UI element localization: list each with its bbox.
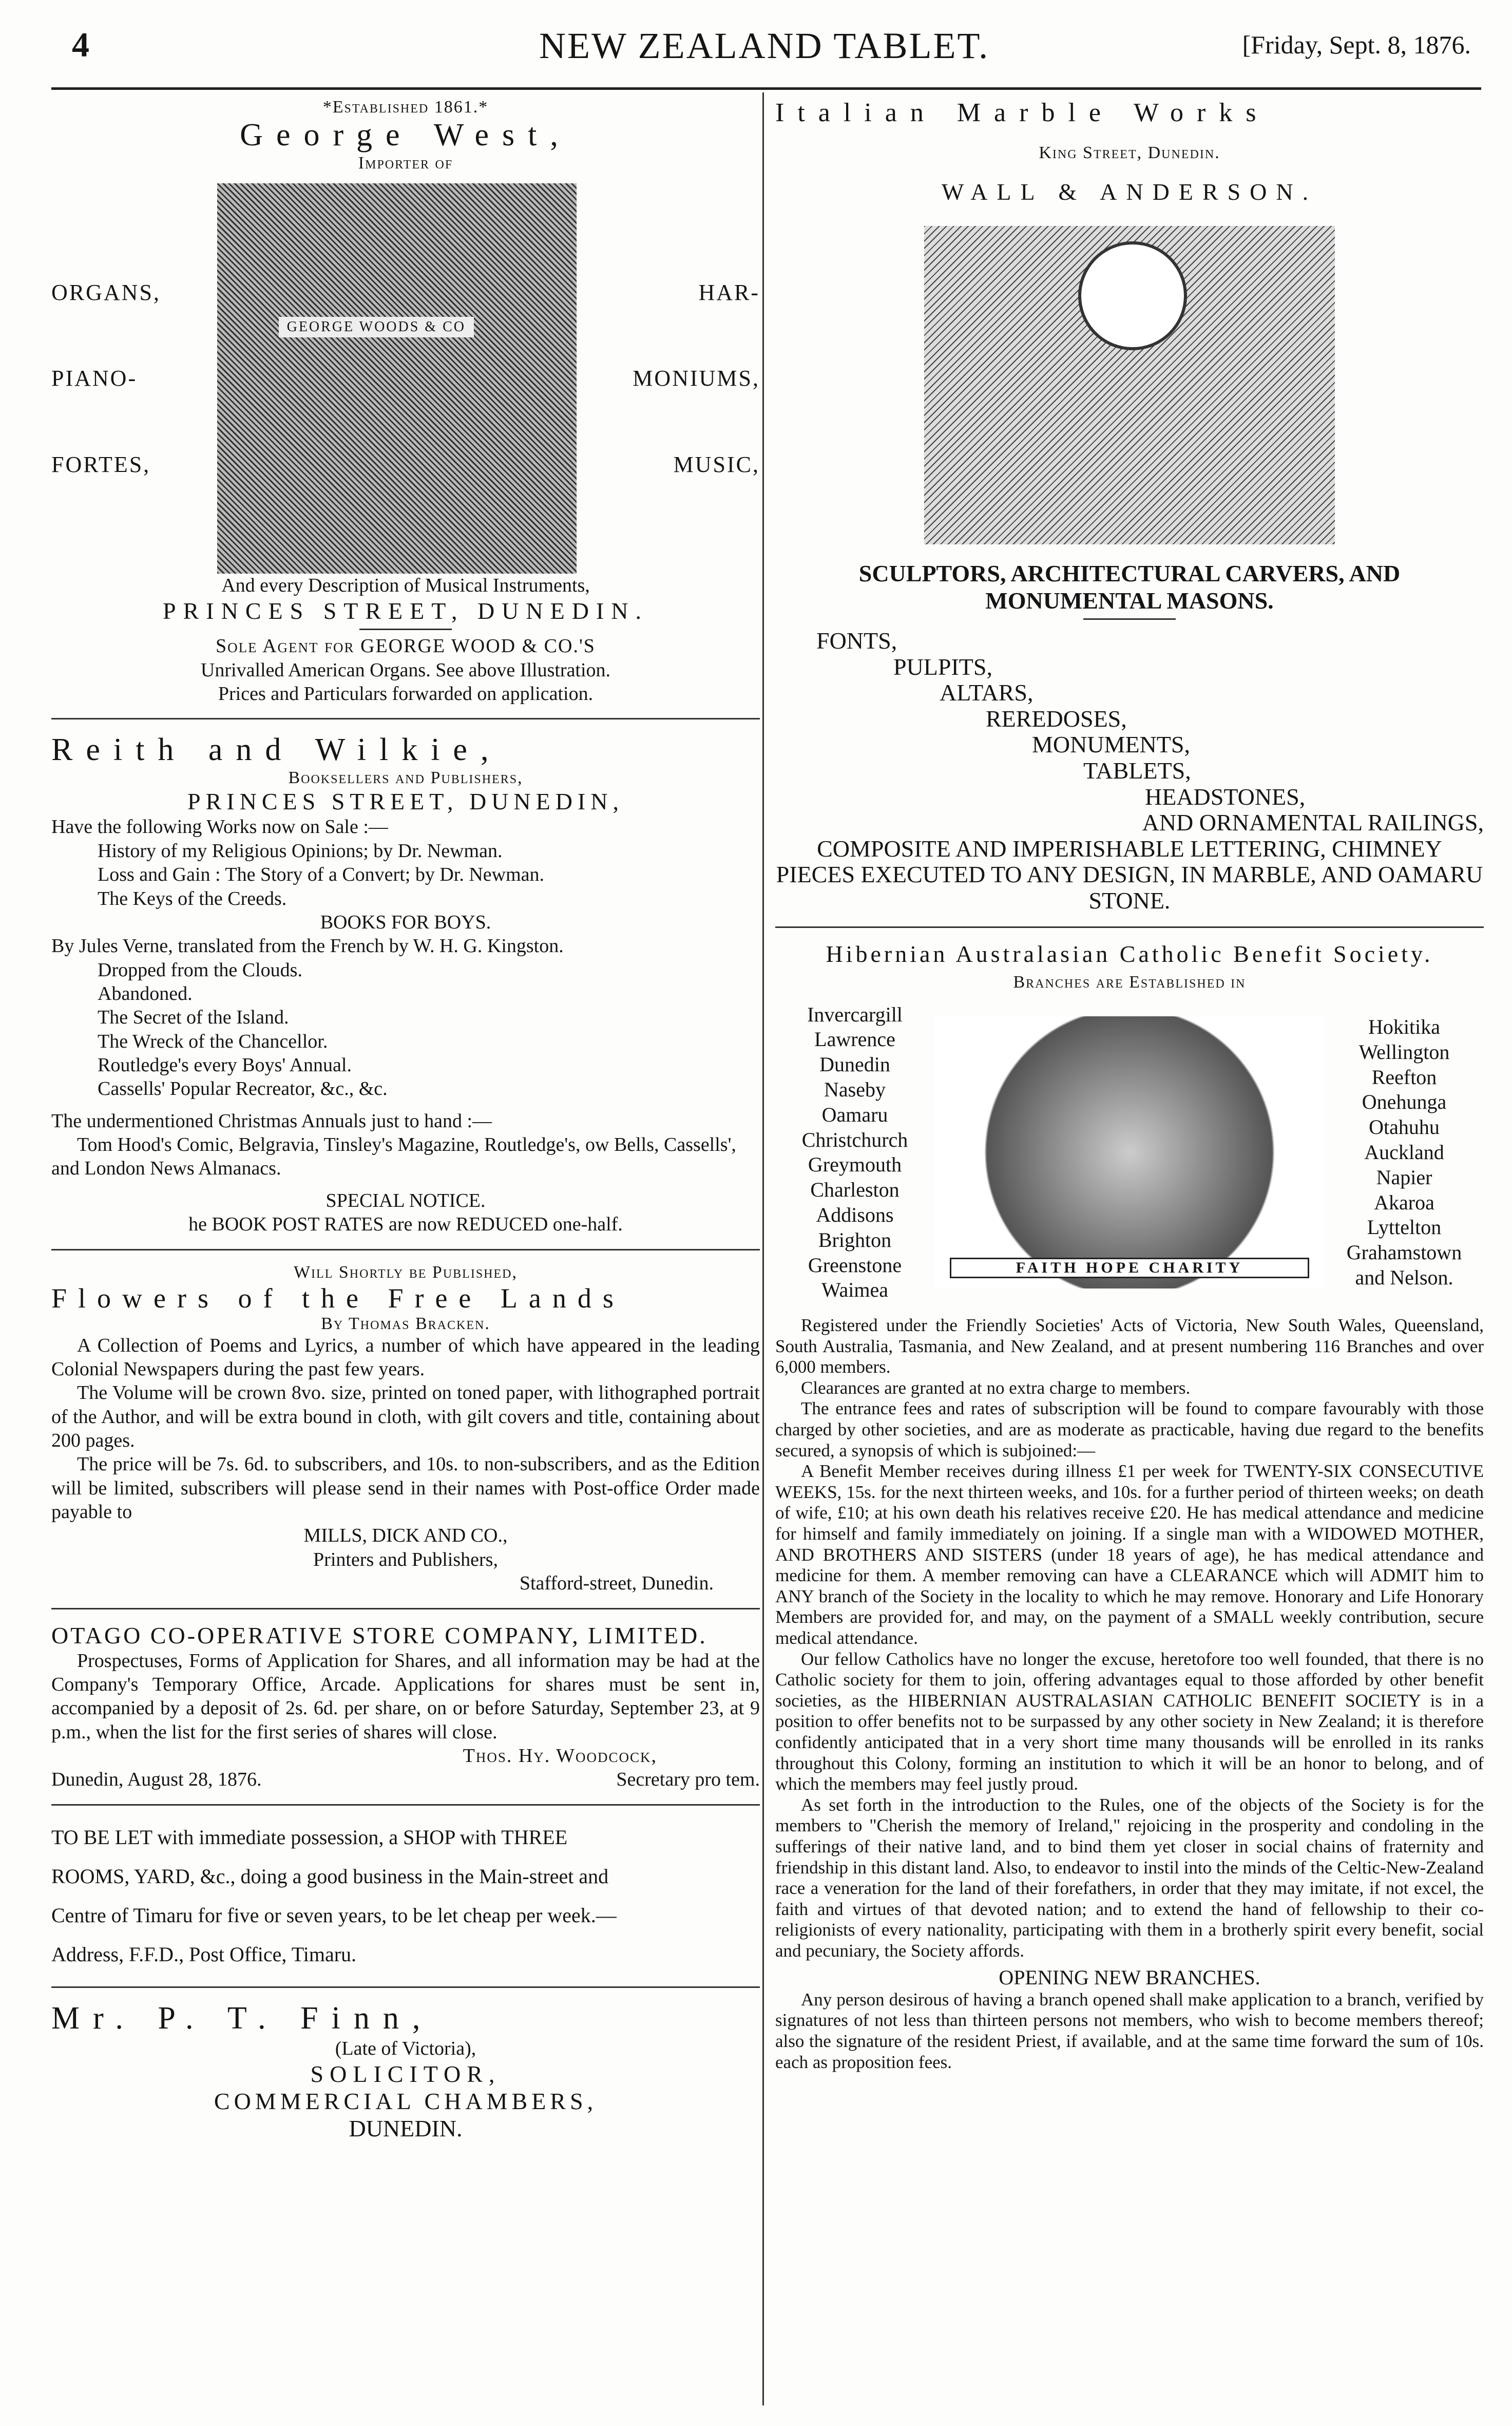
branch: Christchurch	[801, 1128, 908, 1151]
branch: Dunedin	[819, 1053, 890, 1076]
verne-line: By Jules Verne, translated from the French by W. H. G. Kingston.	[51, 935, 564, 957]
italian-street: King Street, Dunedin.	[1039, 143, 1220, 162]
west-left2: PIANO-	[51, 366, 138, 391]
quatrefoil-icon	[1078, 241, 1187, 350]
boys-book-2: Abandoned.	[98, 982, 193, 1004]
finn-advert	[51, 2000, 760, 2142]
reith-book-2: Loss and Gain : The Story of a Convert; by Dr. Newman.	[98, 864, 544, 886]
reith-advert	[51, 732, 760, 1236]
west-right1: HAR-	[698, 280, 760, 306]
tolet-addr: Address, F.F.D., Post Office, Timaru.	[51, 1942, 357, 1966]
left-column	[51, 98, 760, 2142]
reith-street: PRINCES STREET, DUNEDIN,	[187, 788, 624, 815]
branches-right	[1325, 1015, 1484, 1291]
notice-head: SPECIAL NOTICE.	[326, 1189, 486, 1211]
column-divider	[762, 92, 764, 2405]
otago-advert	[51, 1622, 760, 1792]
hibernian-para-4: A Benefit Member receives during illness £1 per week for TWENTY-SIX CONSECUTIVE WEEKS, 15s. for the next thirteen weeks, and 10s. for a further period of thirteen weeks; on death of wife, £10; at his own death his relatives receive £20. He has medical attendance and medicine for himself and family immediately on joining. If a single man with a WIDOWED MOTHER, AND BROTHERS AND SISTERS (under 18 years of age), he has medical attendance and medicine for them. A member removing can have a CLEARANCE which will ADMIT him to ANY branch of the Society in the locality to which he may remove. Honorary and Life Honorary Members are provided for, and may, on the payment of a SMALL weekly contribution, secure medical attendance.	[775, 1461, 1484, 1648]
reith-sub: Booksellers and Publishers,	[288, 768, 523, 788]
italian-firm: WALL & ANDERSON.	[941, 179, 1318, 205]
flowers-p1: A Collection of Poems and Lyrics, a number of which have appeared in the leading Colonial Newspapers during the past few years.	[51, 1334, 760, 1380]
branch: Lyttelton	[1367, 1216, 1442, 1239]
reith-book-3: The Keys of the Creeds.	[98, 887, 287, 909]
west-name: George West,	[240, 118, 571, 153]
flowers-firm2: Printers and Publishers,	[313, 1548, 498, 1570]
otago-body: Prospectuses, Forms of Application for Shares, and all information may be had at the Company's Temporary Office, Arcade. Applications for shares must be sent in, accompanied by a deposit of 2s. 6d. per share, on or before Saturday, September 23, at 9 p.m., when the list for the first series of shares will close.	[51, 1650, 760, 1743]
branch: Oamaru	[821, 1103, 888, 1126]
item-reredoses: REREDOSES,	[986, 705, 1127, 732]
masthead-title: NEW ZEALAND TABLET.	[539, 25, 990, 66]
finn-name: Mr. P. T. Finn,	[51, 2000, 434, 2036]
notice-text: he BOOK POST RATES are now REDUCED one-half.	[188, 1214, 623, 1236]
item-monuments: MONUMENTS,	[1032, 731, 1190, 758]
reith-book-1: History of my Religious Opinions; by Dr. Newman.	[98, 840, 503, 862]
west-street: PRINCES STREET, DUNEDIN.	[163, 598, 648, 624]
west-importer: Importer of	[358, 154, 453, 173]
flowers-soon: Will Shortly be Published,	[293, 1262, 518, 1282]
branch: Akaroa	[1374, 1190, 1434, 1214]
annuals-list: Tom Hood's Comic, Belgravia, Tinsley's Magazine, Routledge's, ow Bells, Cassells', and London News Almanacs.	[51, 1134, 736, 1180]
organ-illustration	[217, 183, 577, 574]
italian-title: Italian Marble Works	[775, 98, 1270, 127]
hibernian-para-2: Clearances are granted at no extra charge to members.	[801, 1377, 1191, 1398]
monument-illustration	[924, 226, 1335, 544]
flowers-p3: The price will be 7s. 6d. to subscribers, and 10s. to non-subscribers, and as the Edition will be limited, subscribers will please send in their names with Post-office Order made payable to	[51, 1453, 760, 1523]
branch: Auckland	[1364, 1140, 1444, 1164]
west-left1: ORGANS,	[51, 280, 161, 306]
flowers-firm: MILLS, DICK AND CO.,	[303, 1525, 508, 1547]
west-agent: Sole Agent for GEORGE WOOD & CO.'S	[216, 635, 596, 657]
finn-role: SOLICITOR,	[310, 2061, 501, 2088]
hibernian-advert	[775, 940, 1484, 2073]
item-altars: ALTARS,	[940, 679, 1033, 706]
branch: and Nelson.	[1355, 1265, 1453, 1289]
item-pulpits: PULPITS,	[893, 653, 992, 680]
motto-banner: FAITH HOPE CHARITY	[950, 1258, 1309, 1278]
flowers-advert	[51, 1263, 760, 1596]
item-headstones: HEADSTONES,	[1145, 783, 1306, 810]
item-fonts: FONTS,	[816, 628, 897, 654]
west-established: *Established 1861.*	[322, 98, 489, 117]
right-column	[775, 98, 1484, 2073]
italian-advert	[775, 98, 1484, 914]
boys-book-5: Routledge's every Boys' Annual.	[98, 1054, 352, 1076]
branch: Otahuhu	[1369, 1115, 1440, 1139]
west-right2: MONIUMS,	[633, 366, 760, 391]
hibernian-para-1: Registered under the Friendly Societies' Acts of Victoria, New South Wales, Queensland, South Australia, Tasmania, and New Zealand, and at present numbering 116 Branches and over 6,000 members.	[775, 1315, 1484, 1377]
annuals-intro: The undermentioned Christmas Annuals just to hand :—	[51, 1110, 492, 1132]
issue-date: [Friday, Sept. 8, 1876.	[1242, 30, 1471, 59]
italian-trade: SCULPTORS, ARCHITECTURAL CARVERS, AND MONUMENTAL MASONS.	[858, 560, 1401, 614]
organ-label: GEORGE WOODS & CO	[279, 317, 474, 337]
flowers-author: By Thomas Bracken.	[321, 1314, 490, 1333]
hibernian-para-6: As set forth in the introduction to the Rules, one of the objects of the Society is for the members to "Cherish the memory of Ireland," rejoicing in the prosperity and condoling in the sufferings of their native land, and to bind them yet closer in social chains of fraternity and friendship in this distant land. Also, to endeavor to instil into the minds of the Celtic-New-Zealand race a veneration for the land of their forefathers, in order that they may imitate, if not excel, the faith and virtues of that devoted nation; and to extend the hand of fellowship to their co-religionists of every nationality, participating with them in a brotherly spirit every benefit, social and pecuniary, the Society affords.	[775, 1794, 1484, 1961]
branch: Greenstone	[808, 1253, 902, 1277]
tolet-advert	[51, 1818, 760, 1974]
boys-book-1: Dropped from the Clouds.	[98, 959, 302, 981]
flowers-p2: The Volume will be crown 8vo. size, printed on toned paper, with lithographed portrait of the Author, and will be extra bound in cloth, with gilt covers and title, containing about 200 pages.	[51, 1382, 760, 1451]
branch: Naseby	[824, 1077, 886, 1101]
branch: Charleston	[810, 1178, 899, 1202]
branch: Wellington	[1358, 1040, 1450, 1064]
header-rule	[51, 87, 1481, 90]
branch: Napier	[1376, 1165, 1432, 1189]
flowers-title: Flowers of the Free Lands	[51, 1282, 625, 1314]
otago-signer: Thos. Hy. Woodcock,	[463, 1745, 657, 1767]
tolet-line3: Centre of Timaru for five or seven years, to be let cheap per week.—	[51, 1903, 617, 1927]
branches-left	[775, 1002, 934, 1303]
branch: Reefton	[1371, 1065, 1437, 1089]
otago-title: OTAGO CO-OPERATIVE STORE COMPANY, LIMITED.	[51, 1622, 707, 1648]
west-desc: And every Description of Musical Instruments,	[221, 575, 590, 596]
finn-town: DUNEDIN.	[349, 2115, 463, 2142]
reith-intro: Have the following Works now on Sale :—	[51, 816, 388, 838]
item-tablets: TABLETS,	[1083, 757, 1191, 784]
tolet-line1: TO BE LET with immediate possession, a SHOP with THREE	[51, 1825, 568, 1849]
west-advert	[51, 98, 760, 706]
boys-head: BOOKS FOR BOYS.	[320, 911, 491, 933]
branch: Invercargill	[807, 1002, 903, 1026]
tolet-line2: ROOMS, YARD, &c., doing a good business in the Main-street and	[51, 1864, 609, 1888]
otago-place: Dunedin, August 28, 1876.	[51, 1769, 262, 1791]
hibernian-para-3: The entrance fees and rates of subscription will be found to compare favourably with those charged by other societies, and are as moderate as practicable, having due regard to the benefits secured, a synopsis of which is subjoined:—	[775, 1398, 1484, 1461]
page-number: 4	[72, 25, 89, 64]
reith-name: Reith and Wilkie,	[51, 732, 502, 768]
branch: Lawrence	[814, 1028, 895, 1051]
otago-role: Secretary pro tem.	[616, 1769, 760, 1791]
new-branches-body: Any person desirous of having a branch opened shall make application to a branch, verified by signatures of not less than thirteen persons not members, who wish to become members thereof; also the signature of the resident Priest, if available, and at the same time forward the sum of 10s. each as proposition fees.	[775, 1989, 1484, 2072]
hibernian-title: Hibernian Australasian Catholic Benefit Society.	[826, 940, 1433, 967]
west-right3: MUSIC,	[673, 451, 760, 477]
west-prices: Prices and Particulars forwarded on application.	[218, 683, 594, 705]
finn-late: (Late of Victoria),	[335, 2037, 476, 2059]
flowers-firm3: Stafford-street, Dunedin.	[519, 1572, 714, 1595]
branch: Greymouth	[808, 1153, 902, 1177]
west-left3: FORTES,	[51, 451, 151, 477]
italian-rail: AND ORNAMENTAL RAILINGS,	[1142, 809, 1484, 836]
hibernian-para-5: Our fellow Catholics have no longer the excuse, heretofore too well founded, that there is no Catholic society for them to join, offering advantages equal to those afforded by other benefit societies, as the HIBERNIAN AUSTRALASIAN CATHOLIC BENEFIT SOCIETY is in a position to offer benefits not to be surpassed by any other society in New Zealand; it is therefore confidently anticipated that in a very short time many thousands will be enrolled in its ranks throughout this Colony, forming an institution to which it will be an honor to belong, and of which the members may feel justly proud.	[775, 1648, 1484, 1794]
boys-book-6: Cassells' Popular Recreator, &c., &c.	[98, 1078, 388, 1100]
new-branches-head: OPENING NEW BRANCHES.	[999, 1965, 1260, 1989]
finn-office: COMMERCIAL CHAMBERS,	[214, 2088, 598, 2115]
branch: Waimea	[821, 1278, 889, 1302]
west-organs: Unrivalled American Organs. See above Illustration.	[200, 659, 611, 681]
italian-comp: COMPOSITE AND IMPERISHABLE LETTERING, CHIMNEY PIECES EXECUTED TO ANY DESIGN, IN MARBLE, AND OAMARU STONE.	[776, 835, 1483, 914]
page-header	[51, 25, 1481, 81]
branch: Onehunga	[1362, 1090, 1447, 1114]
boys-book-3: The Secret of the Island.	[98, 1007, 289, 1029]
branch: Addisons	[816, 1203, 894, 1226]
branch: Brighton	[818, 1228, 892, 1252]
boys-book-4: The Wreck of the Chancellor.	[98, 1030, 328, 1052]
hibernian-branches: Branches are Established in	[1013, 972, 1246, 992]
society-emblem-illustration	[934, 1016, 1325, 1288]
branch: Grahamstown	[1346, 1241, 1462, 1264]
branch: Hokitika	[1368, 1015, 1440, 1038]
